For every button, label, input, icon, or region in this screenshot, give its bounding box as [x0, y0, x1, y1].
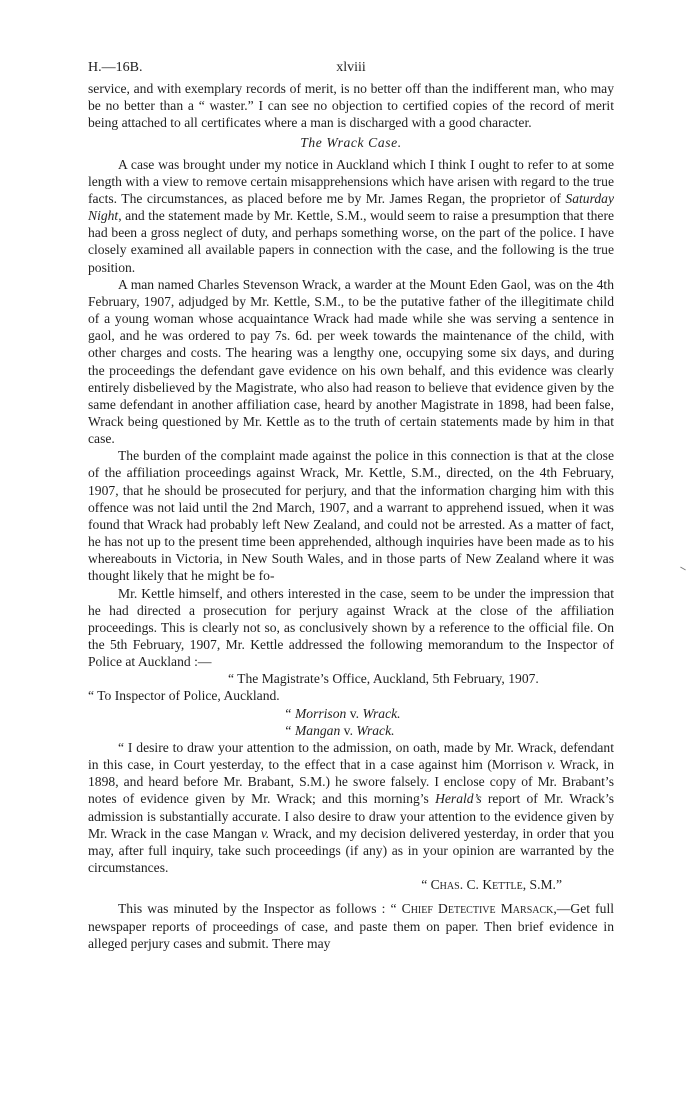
paragraph-complaint: The burden of the complaint made against the police in this connection is that at the close of the affiliation proceedings against Wrack, Mr. Kettle, S.M., directed, on the 4th February, 1907, that he should be prosecuted for perjury, and that the information charging him with this offence was not laid until the 2nd March, 1907, and a warrant to apprehend issued, when it was found that Wrack had probably left New Zealand, and could not be arrested. As a matter of fact, he has not up to the present time been apprehended, although inquiries have been made as to his whereabouts in Victoria, in New South Wales, and in those parts of New Zealand where it was thought likely that he might be fo- [88, 448, 614, 584]
detective-name: Chief Detective Marsack [401, 901, 554, 917]
paragraph-minute [88, 900, 614, 951]
paragraph-wrack-facts: A man named Charles Stevenson Wrack, a warder at the Mount Eden Gaol, was on the 4th February, 1907, adjudged by Mr. Kettle, S.M., to be the putative father of the illegitimate child of a young woman whose acquaintance Wrack had made while she was serving a sentence in gaol, and he was ordered to pay 7s. 6d. per week towards the maintenance of the child, with other charges and costs. The hearing was a lengthy one, occupying some six days, and during the proceedings the defendant gave evidence on his own behalf, and this evidence was clearly entirely disbelieved by the Magistrate, who also had reason to believe that evidence given by the same defendant in another affiliation case, heard by another Magistrate in 1898, had been false, Wrack being questioned by Mr. Kettle as to the truth of certain statements made by him in that case. [88, 276, 614, 447]
text-run: report of Mr. Wrack’s admission is substantially accurate. I also desire to draw your attention to the evidence given by Mr. Wrack in the case Mangan [88, 791, 615, 841]
text-run: v. [260, 825, 270, 841]
text-run: This was minuted by the Inspector as follows : “ [118, 901, 402, 917]
section-heading: The Wrack Case. [300, 135, 402, 151]
newspaper-title: Saturday Night [88, 190, 614, 224]
text-run: Wrack, and my decision delivered yesterday, in order that you may, after full inquiry, take such proceedings (if any) as in your opinion are warranted by the circumstances. [88, 825, 614, 876]
text-run: Wrack. [356, 722, 395, 738]
report-reference: H.—16B. [88, 60, 143, 75]
paragraph-kettle-impression: Mr. Kettle himself, and others interested in the case, seem to be under the impression that he had directed a prosecution for perjury against Wrack at the close of the affiliation proceedings. This is clearly not so, as conclusively shown by a reference to the official file. On the 5th February, 1907, Mr. Kettle addressed the following memorandum to the Inspector of Police at Auckland :— [88, 585, 614, 670]
paragraph-service: service, and with exemplary records of merit, is no better off than the indifferent man, who may be no better than a “ waster.” I can see no objection to certified copies of the record of merit being attached to all certificates where a man is discharged with a good character. [88, 81, 614, 131]
text-run: v. [346, 705, 363, 721]
text-run: Wrack, in 1898, and heard before Mr. Brabant, S.M.) he swore falsely. I enclose copy of Mr. Brabant’s notes of evidence given by Mr. Wrack; and this morning’s [88, 757, 614, 807]
paragraph-case-intro [88, 156, 614, 276]
text-run: v. [547, 757, 556, 773]
text-run: “ Mangan [284, 722, 341, 738]
memo-heading: “ The Magistrate’s Office, Auckland, 5th February, 1907. [228, 671, 539, 687]
spacer [88, 893, 614, 900]
page-header [88, 60, 614, 80]
text-run: Wrack. [362, 705, 401, 721]
text-run: “ Morrison [284, 705, 347, 721]
text-run: A case was brought under my notice in Auckland which I think I ought to refer to at some length with a view to remove certain misapprehensions which have arisen with regard to the true facts. The circumstances, as placed before me by Mr. James Regan, the proprietor of [88, 156, 614, 206]
newspaper-title: Herald’s [435, 791, 482, 807]
text-run: ,—Get full newspaper reports of proceedings of case, and paste them on paper. Then brief evidence in alleged perjury cases and submit. There may [88, 901, 614, 951]
text-run: , and the statement made by Mr. Kettle, S.M., would seem to raise a presumption that there had been a gross neglect of duty, and perhaps something worse, on the part of the police. I have closely examined all available papers in connection with the case, and the following is the true position. [88, 208, 614, 275]
document-body [88, 80, 614, 952]
margin-mark [680, 567, 686, 571]
text-run: “ I desire to draw your attention to the admission, on oath, made by Mr. Wrack, defendant in this case, in Court yesterday, to the effect that in a case against him (Morrison [88, 739, 614, 773]
text-run: v. [340, 722, 357, 738]
memo-addressee: “ To Inspector of Police, Auckland. [88, 688, 280, 704]
case-title-mangan [88, 722, 614, 739]
paragraph-memo-body [88, 739, 614, 876]
case-title-morrison [88, 705, 614, 722]
page-number: xlviii [336, 60, 366, 75]
memo-signature: “ Chas. C. Kettle, S.M.” [421, 877, 562, 893]
